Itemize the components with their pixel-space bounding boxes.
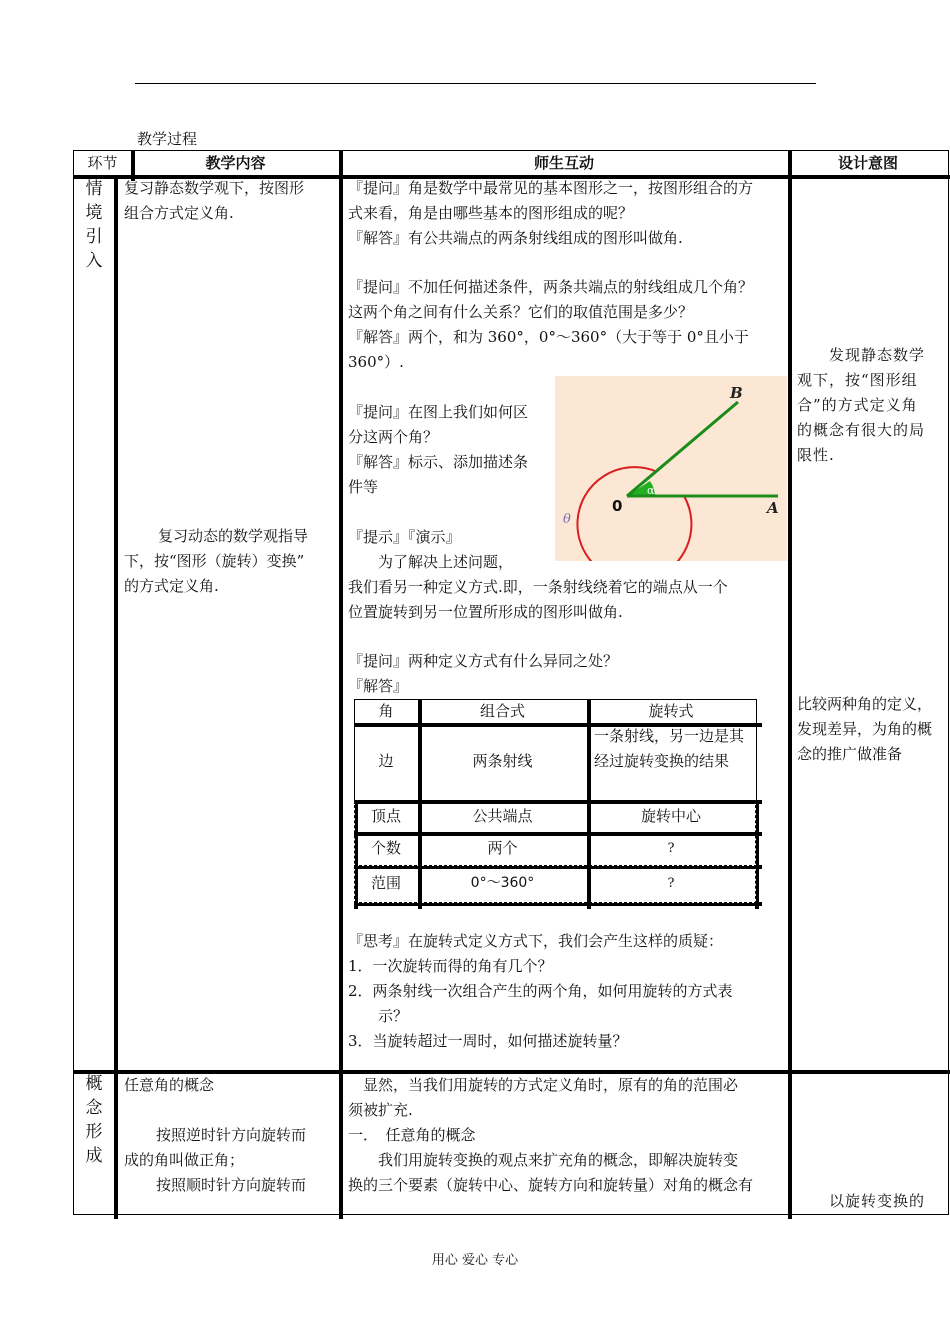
text-line: 3．当旋转超过一周时，如何描述旋转量？ bbox=[348, 1032, 628, 1050]
text-line: 式来看，角是由哪些基本的图形组成的呢？ bbox=[348, 204, 634, 222]
text-line: 任意角的概念 bbox=[124, 1076, 215, 1094]
text-line: 『解答』两个，和为 360°，0°～360°（大于等于 0°且小于 bbox=[348, 328, 749, 346]
text-line: 按照顺时针方向旋转而 bbox=[156, 1176, 307, 1194]
ct-cell: 两个 bbox=[487, 839, 518, 857]
col-line-3 bbox=[788, 150, 792, 1219]
interaction-q3b bbox=[348, 575, 786, 625]
text-line: 为了解决上述问题， bbox=[348, 553, 514, 571]
text-line: 『解答』标示、添加描述条 bbox=[348, 453, 529, 471]
text-line: 下，按“图形（旋转）变换” bbox=[124, 552, 305, 570]
design-intent-2 bbox=[797, 692, 947, 767]
label-alpha: α bbox=[647, 484, 655, 497]
text-line: 『提问』不加任何描述条件，两条共端点的射线组成几个角？ bbox=[348, 278, 754, 296]
header-interaction: 师生互动 bbox=[533, 154, 594, 172]
text-line: 发现差异，为角的概 bbox=[797, 720, 933, 738]
interaction-q1 bbox=[348, 176, 786, 251]
text-line bbox=[348, 500, 548, 525]
text-line: 『解答』 bbox=[348, 677, 409, 695]
text-line: 『提示』『演示』 bbox=[348, 528, 461, 546]
ct-cell: 两条射线 bbox=[472, 752, 533, 770]
compare-table bbox=[354, 699, 756, 903]
design-intent-3 bbox=[797, 1189, 947, 1214]
text-line: 的方式定义角. bbox=[124, 577, 219, 595]
ct-header-angle: 角 bbox=[378, 702, 394, 720]
interaction-q4 bbox=[348, 649, 786, 699]
page-footer: 用心 爱心 专心 bbox=[431, 1253, 519, 1268]
label-B: B bbox=[730, 384, 743, 402]
text-line: 成的角叫做正角； bbox=[124, 1151, 245, 1169]
text-line: 限性. bbox=[797, 446, 835, 464]
interaction-q3 bbox=[348, 400, 548, 575]
ct-cell: 0°～360° bbox=[470, 875, 535, 891]
text-line: 观下，按“图形组 bbox=[797, 371, 918, 389]
ct-cell: ? bbox=[667, 876, 675, 891]
text-line: 组合方式定义角. bbox=[124, 204, 234, 222]
ct-header-rotate: 旋转式 bbox=[648, 702, 694, 720]
section-name-char: 成 bbox=[85, 1146, 103, 1166]
ct-cell: ? bbox=[667, 841, 675, 856]
text-line: 1．一次旋转而得的角有几个？ bbox=[348, 957, 553, 975]
text-line: 念的推广做准备 bbox=[797, 745, 903, 763]
interaction-think bbox=[348, 929, 786, 1054]
text-line: 复习动态的数学观指导 bbox=[158, 527, 309, 545]
section-name-intro bbox=[82, 177, 106, 273]
section-name-char: 形 bbox=[85, 1122, 103, 1142]
ct-cell: 个数 bbox=[370, 839, 401, 857]
text-line: 复习静态数学观下，按图形 bbox=[124, 179, 305, 197]
text-line: 『思考』在旋转式定义方式下，我们会产生这样的质疑： bbox=[348, 932, 724, 950]
text-line: 『提问』在图上我们如何区 bbox=[348, 403, 529, 421]
label-O: 0 bbox=[612, 497, 623, 515]
text-line: 『提问』两种定义方式有什么异同之处？ bbox=[348, 652, 619, 670]
header-stage: 环节 bbox=[87, 154, 118, 172]
text-line: 分这两个角？ bbox=[348, 428, 439, 446]
text-line: 的概念有很大的局 bbox=[797, 421, 926, 439]
figure-background bbox=[555, 376, 787, 561]
interaction-concept bbox=[348, 1073, 786, 1198]
ct-cell: 旋转中心 bbox=[640, 807, 701, 825]
label-theta: θ bbox=[563, 512, 571, 527]
text-line: 发现静态数学 bbox=[829, 346, 926, 364]
text-line: 件等 bbox=[348, 478, 379, 496]
text-line bbox=[124, 1098, 336, 1123]
label-A: A bbox=[767, 499, 779, 517]
section-name-concept bbox=[82, 1072, 106, 1168]
ct-cell: 公共端点 bbox=[472, 807, 533, 825]
section-name-char: 情 bbox=[85, 179, 103, 199]
text-line: 显然，当我们用旋转的方式定义角时，原有的角的范围必 bbox=[348, 1076, 739, 1094]
section-name-char: 境 bbox=[85, 203, 103, 223]
col-line-2 bbox=[339, 150, 343, 1219]
ct-cell: 顶点 bbox=[370, 807, 401, 825]
text-line: 『解答』有公共端点的两条射线组成的图形叫做角. bbox=[348, 229, 683, 247]
text-line: 以旋转变换的 bbox=[829, 1192, 926, 1210]
text-line: 2．两条射线一次组合产生的两个角，如何用旋转的方式表 bbox=[348, 982, 733, 1000]
header-design: 设计意图 bbox=[837, 154, 898, 172]
content-dynamic-def bbox=[124, 524, 336, 599]
text-line: 一． 任意角的概念 bbox=[348, 1126, 476, 1144]
angle-figure bbox=[555, 376, 787, 561]
header-content: 教学内容 bbox=[205, 154, 266, 172]
content-any-angle bbox=[124, 1073, 336, 1198]
text-line: 合”的方式定义角 bbox=[797, 396, 918, 414]
text-line: 须被扩充. bbox=[348, 1101, 413, 1119]
content-static-def bbox=[124, 176, 336, 226]
design-intent-1 bbox=[797, 343, 945, 468]
ct-row5 bbox=[354, 902, 762, 906]
ct-header-combo: 组合式 bbox=[479, 702, 525, 720]
section-name-char: 引 bbox=[85, 227, 103, 247]
ct-cell: 边 bbox=[378, 752, 394, 770]
text-line: 这两个角之间有什么关系？它们的取值范围是多少？ bbox=[348, 303, 694, 321]
text-line: 我们用旋转变换的观点来扩充角的概念，即解决旋转变 bbox=[348, 1151, 739, 1169]
text-line: 360°）. bbox=[348, 353, 404, 371]
text-line: 示？ bbox=[348, 1007, 409, 1025]
section-name-char: 念 bbox=[85, 1098, 103, 1118]
section-name-char: 入 bbox=[85, 251, 103, 271]
ct-cell: 一条射线，另一边是其经过旋转变换的结果 bbox=[594, 727, 745, 770]
text-line: 位置旋转到另一位置所形成的图形叫做角. bbox=[348, 603, 623, 621]
text-line: 比较两种角的定义， bbox=[797, 695, 933, 713]
caption: 教学过程 bbox=[137, 130, 198, 148]
col-line-1b bbox=[114, 175, 118, 1219]
text-line: 『提问』角是数学中最常见的基本图形之一，按图形组合的方 bbox=[348, 179, 754, 197]
text-line: 按照逆时针方向旋转而 bbox=[156, 1126, 307, 1144]
text-line: 换的三个要素（旋转中心、旋转方向和旋转量）对角的概念有 bbox=[348, 1176, 754, 1194]
header-rule bbox=[135, 83, 816, 84]
section-name-char: 概 bbox=[85, 1074, 103, 1094]
ct-right bbox=[755, 800, 759, 909]
text-line: 我们看另一种定义方式.即，一条射线绕着它的端点从一个 bbox=[348, 578, 728, 596]
interaction-q2 bbox=[348, 275, 786, 375]
ct-cell: 范围 bbox=[370, 874, 401, 892]
